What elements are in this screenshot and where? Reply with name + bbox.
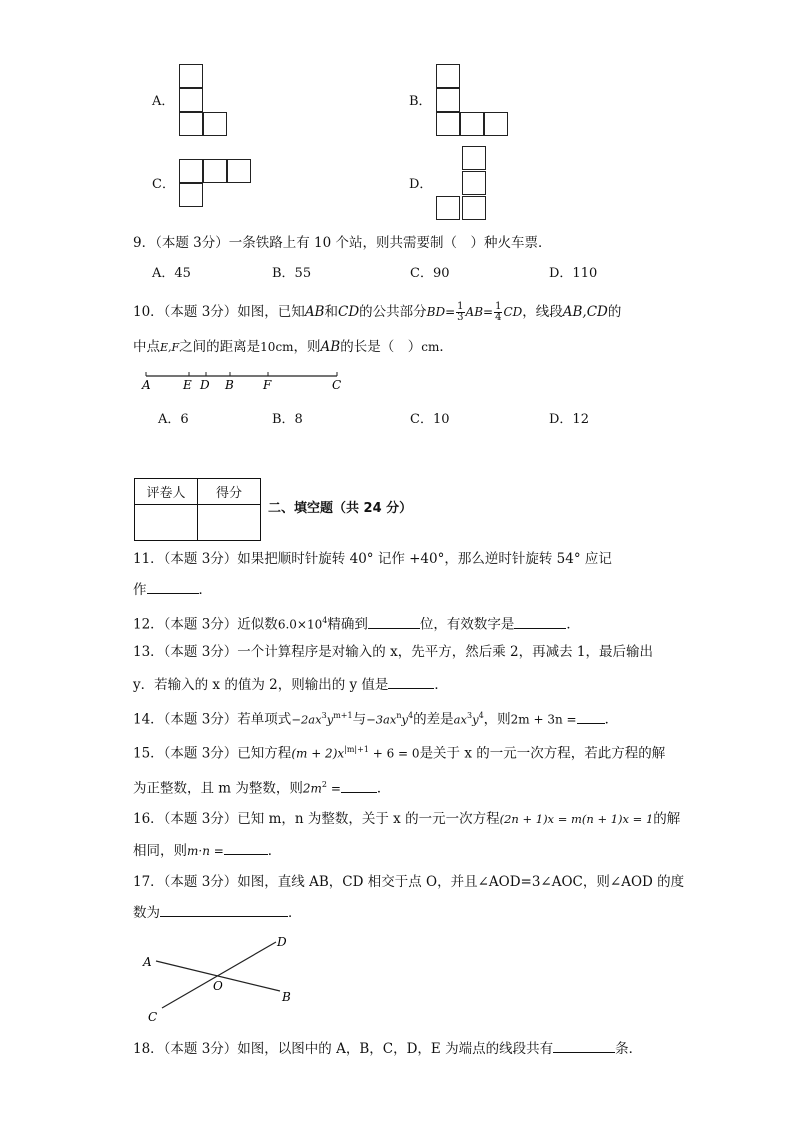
q16-line1: 16．（本题 3分）已知 m，n 为整数，关于 x 的一元一次方程(2n + 1)x = m(n + 1)x = 1的解 xyxy=(133,811,681,827)
q9-stem: 9．（本题 3分）一条铁路上有 10 个站，则共需要制（ ）种火车票． xyxy=(133,235,552,251)
point-a-label: A xyxy=(142,378,151,392)
q10-line2: 中点E,F之间的距离是10cm，则AB的长是（ ）cm． xyxy=(133,339,453,355)
q11-answer-blank[interactable] xyxy=(147,581,199,594)
option-b-label: B． xyxy=(409,94,432,109)
point-c-label: C xyxy=(332,378,342,392)
q10-line1: 10．（本题 3分）如图，已知AB和CD的公共部分BD= $\frac{1}{3}$ AB= $\frac{1}{4}$ CD，线段AB,CD的 xyxy=(133,301,622,323)
option-d-label: D． xyxy=(409,177,433,192)
q9-option-a: A．45 xyxy=(152,266,191,281)
option-a-label: A． xyxy=(152,94,175,109)
q10-fraction-2: $\frac{1}{4}$ xyxy=(495,301,502,323)
q9-option-d: D．110 xyxy=(549,266,598,281)
section-title: 二、填空题（共 24 分） xyxy=(268,501,413,516)
q11-line2: 作 ． xyxy=(133,582,212,598)
q18-answer-blank[interactable] xyxy=(553,1040,615,1053)
option-a-figure xyxy=(179,64,229,138)
score-table-header-score: 得分 xyxy=(198,479,261,505)
q17-point-a: A xyxy=(143,955,152,969)
q17-point-c: C xyxy=(148,1010,158,1024)
q10-option-d: D．12 xyxy=(549,412,589,427)
q10-segment-diagram xyxy=(140,368,350,394)
option-c-label: C． xyxy=(152,177,175,192)
q14-answer-blank[interactable] xyxy=(577,711,605,724)
q10-option-b: B．8 xyxy=(272,412,303,427)
q13-answer-blank[interactable] xyxy=(388,676,434,689)
point-e-label: E xyxy=(183,378,192,392)
q12-answer-blank-1[interactable] xyxy=(368,616,420,629)
q16-line2: 相同，则m·n = ． xyxy=(133,843,282,859)
option-b-figure xyxy=(436,64,514,138)
option-c-figure xyxy=(179,159,254,209)
q12-answer-blank-2[interactable] xyxy=(514,616,566,629)
q16-answer-blank[interactable] xyxy=(224,842,268,855)
q17-point-d: D xyxy=(277,935,287,949)
q17-point-b: B xyxy=(282,990,291,1004)
q12-line: 12．（本题 3分）近似数$6.0\times 10^4$精确到 位，有效数字是 ． xyxy=(133,616,580,633)
point-f-label: F xyxy=(263,378,272,392)
q10-fraction-1: $\frac{1}{3}$ xyxy=(457,301,464,323)
q15-line2: 为正整数，且 m 为整数，则$2m^2$ = ． xyxy=(133,780,391,797)
q17-answer-blank[interactable] xyxy=(160,904,288,917)
point-d-label: D xyxy=(200,378,210,392)
q15-line1: 15．（本题 3分）已知方程$(m + 2)x^{|m|+1} + 6 = 0$是关于 x 的一元一次方程，若此方程的解 xyxy=(133,745,666,762)
score-table-grader-cell[interactable] xyxy=(135,505,198,541)
q13-line1: 13．（本题 3分）一个计算程序是对输入的 x，先平方，然后乘 2，再减去 1，最后输出 xyxy=(133,644,653,660)
q9-option-c: C．90 xyxy=(410,266,450,281)
point-b-label: B xyxy=(225,378,234,392)
q17-line2: 数为 ． xyxy=(133,905,302,921)
q18-line: 18．（本题 3分）如图，以图中的 A，B，C，D，E 为端点的线段共有 条． xyxy=(133,1041,643,1057)
line-cd xyxy=(162,942,276,1008)
q15-answer-blank[interactable] xyxy=(341,780,377,793)
score-table xyxy=(134,478,261,541)
q17-intersecting-lines-diagram xyxy=(138,930,308,1026)
q17-point-o: O xyxy=(213,979,223,993)
q14-line: 14．（本题 3分）若单项式$-2ax^3y^{m+1}$与$-3ax^ny^4$的差是$ax^3y^4$，则2m + 3n = ． xyxy=(133,711,619,728)
q13-line2: y．若输入的 x 的值为 2，则输出的 y 值是 ． xyxy=(133,677,448,693)
score-table-header-grader: 评卷人 xyxy=(135,479,198,505)
score-table-score-cell[interactable] xyxy=(198,505,261,541)
q11-line1: 11．（本题 3分）如果把顺时针旋转 40° 记作 +40°，那么逆时针旋转 54° 应记 xyxy=(133,551,612,567)
q17-line1: 17．（本题 3分）如图，直线 AB，CD 相交于点 O，并且∠AOD=3∠AOC，则∠AOD 的度 xyxy=(133,874,685,890)
q10-option-c: C．10 xyxy=(410,412,450,427)
option-d-figure xyxy=(436,146,488,224)
q10-option-a: A．6 xyxy=(158,412,189,427)
q9-option-b: B．55 xyxy=(272,266,312,281)
